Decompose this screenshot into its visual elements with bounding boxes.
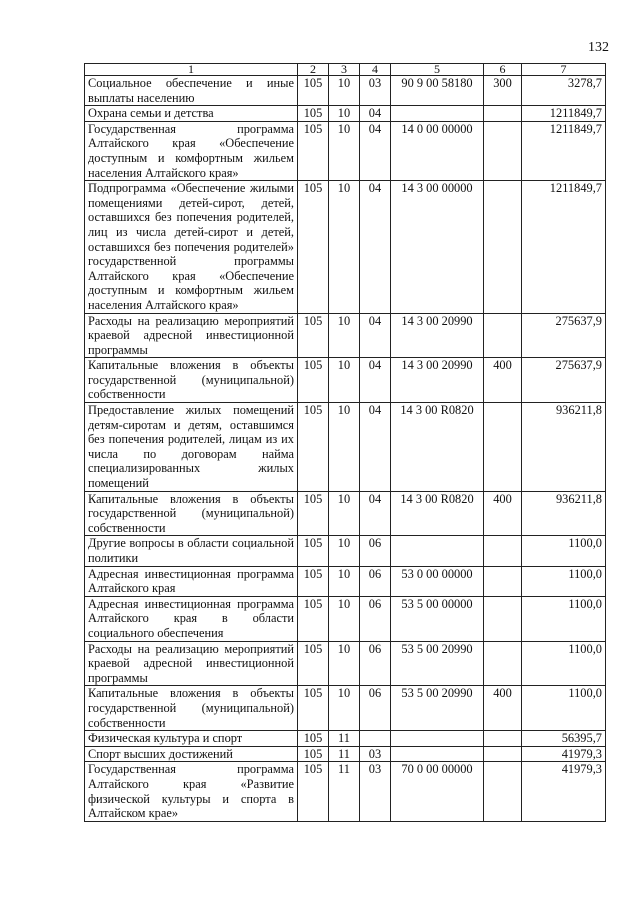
target-article-code: 70 0 00 00000	[391, 762, 484, 821]
amount: 3278,7	[522, 76, 606, 106]
section-code: 10	[329, 596, 360, 641]
table-row	[85, 762, 606, 821]
header-row	[85, 64, 606, 76]
amount: 1100,0	[522, 536, 606, 566]
table-row	[85, 596, 606, 641]
section-code: 11	[329, 746, 360, 762]
section-code: 10	[329, 491, 360, 536]
subsection-code: 06	[360, 641, 391, 686]
section-code: 10	[329, 313, 360, 358]
ministry-code: 105	[298, 566, 329, 596]
expense-type-code	[484, 731, 522, 747]
amount: 41979,3	[522, 762, 606, 821]
amount: 1211849,7	[522, 181, 606, 313]
section-code: 10	[329, 566, 360, 596]
expense-type-code	[484, 181, 522, 313]
item-name: Адресная инвестиционная программа Алтайского края в области социального обеспечения	[85, 596, 298, 641]
amount: 275637,9	[522, 313, 606, 358]
expense-type-code	[484, 121, 522, 180]
subsection-code: 04	[360, 106, 391, 122]
subsection-code: 04	[360, 313, 391, 358]
table-row	[85, 106, 606, 122]
ministry-code: 105	[298, 536, 329, 566]
subsection-code: 04	[360, 181, 391, 313]
subsection-code: 03	[360, 762, 391, 821]
item-name: Капитальные вложения в объекты государственной (муниципальной) собственности	[85, 358, 298, 403]
item-name: Физическая культура и спорт	[85, 731, 298, 747]
target-article-code: 14 3 00 20990	[391, 358, 484, 403]
section-code: 10	[329, 403, 360, 492]
item-name: Охрана семьи и детства	[85, 106, 298, 122]
ministry-code: 105	[298, 762, 329, 821]
column-header: 3	[329, 64, 360, 76]
ministry-code: 105	[298, 403, 329, 492]
section-code: 10	[329, 536, 360, 566]
amount: 1100,0	[522, 566, 606, 596]
column-header: 2	[298, 64, 329, 76]
column-header: 7	[522, 64, 606, 76]
amount: 936211,8	[522, 491, 606, 536]
budget-table	[84, 63, 606, 822]
section-code: 10	[329, 76, 360, 106]
section-code: 10	[329, 121, 360, 180]
ministry-code: 105	[298, 181, 329, 313]
target-article-code	[391, 536, 484, 566]
table-row	[85, 731, 606, 747]
subsection-code: 03	[360, 746, 391, 762]
amount: 1211849,7	[522, 121, 606, 180]
subsection-code	[360, 731, 391, 747]
item-name: Капитальные вложения в объекты государственной (муниципальной) собственности	[85, 686, 298, 731]
ministry-code: 105	[298, 746, 329, 762]
table-body	[85, 76, 606, 822]
item-name: Подпрограмма «Обеспечение жилыми помещениями детей-сирот, детей, оставшихся без попечения родителей, лиц из числа детей-сирот и детей, оставшихся без попечения родителей» государственной программы Алтайского края «Обеспечение доступным и комфортным жильем населения Алтайского края»	[85, 181, 298, 313]
item-name: Адресная инвестиционная программа Алтайского края	[85, 566, 298, 596]
target-article-code	[391, 746, 484, 762]
ministry-code: 105	[298, 596, 329, 641]
expense-type-code	[484, 536, 522, 566]
ministry-code: 105	[298, 358, 329, 403]
table-row	[85, 403, 606, 492]
amount: 1100,0	[522, 686, 606, 731]
item-name: Социальное обеспечение и иные выплаты населению	[85, 76, 298, 106]
expense-type-code	[484, 106, 522, 122]
subsection-code: 04	[360, 403, 391, 492]
expense-type-code: 400	[484, 358, 522, 403]
ministry-code: 105	[298, 121, 329, 180]
subsection-code: 03	[360, 76, 391, 106]
table-row	[85, 536, 606, 566]
subsection-code: 04	[360, 121, 391, 180]
expense-type-code: 400	[484, 686, 522, 731]
target-article-code: 14 3 00 00000	[391, 181, 484, 313]
item-name: Капитальные вложения в объекты государственной (муниципальной) собственности	[85, 491, 298, 536]
target-article-code: 14 3 00 R0820	[391, 491, 484, 536]
amount: 275637,9	[522, 358, 606, 403]
section-code: 10	[329, 358, 360, 403]
subsection-code: 06	[360, 566, 391, 596]
page-number: 132	[588, 40, 609, 55]
amount: 1100,0	[522, 596, 606, 641]
subsection-code: 06	[360, 536, 391, 566]
ministry-code: 105	[298, 106, 329, 122]
target-article-code: 90 9 00 58180	[391, 76, 484, 106]
subsection-code: 04	[360, 358, 391, 403]
table-row	[85, 76, 606, 106]
target-article-code: 53 5 00 00000	[391, 596, 484, 641]
ministry-code: 105	[298, 686, 329, 731]
column-header: 1	[85, 64, 298, 76]
amount: 56395,7	[522, 731, 606, 747]
column-header: 5	[391, 64, 484, 76]
expense-type-code	[484, 596, 522, 641]
table-row	[85, 313, 606, 358]
item-name: Спорт высших достижений	[85, 746, 298, 762]
column-header: 4	[360, 64, 391, 76]
table-row	[85, 121, 606, 180]
item-name: Расходы на реализацию мероприятий краевой адресной инвестиционной программы	[85, 313, 298, 358]
table-row	[85, 358, 606, 403]
table-row	[85, 491, 606, 536]
expense-type-code: 300	[484, 76, 522, 106]
amount: 1100,0	[522, 641, 606, 686]
item-name: Расходы на реализацию мероприятий краевой адресной инвестиционной программы	[85, 641, 298, 686]
target-article-code: 14 3 00 20990	[391, 313, 484, 358]
section-code: 10	[329, 181, 360, 313]
ministry-code: 105	[298, 491, 329, 536]
expense-type-code	[484, 313, 522, 358]
target-article-code: 53 5 00 20990	[391, 641, 484, 686]
expense-type-code: 400	[484, 491, 522, 536]
target-article-code: 53 5 00 20990	[391, 686, 484, 731]
table-row	[85, 746, 606, 762]
expense-type-code	[484, 746, 522, 762]
table-row	[85, 641, 606, 686]
target-article-code	[391, 731, 484, 747]
column-header: 6	[484, 64, 522, 76]
subsection-code: 04	[360, 491, 391, 536]
item-name: Государственная программа Алтайского края «Обеспечение доступным и комфортным жильем населения Алтайского края»	[85, 121, 298, 180]
amount: 1211849,7	[522, 106, 606, 122]
expense-type-code	[484, 762, 522, 821]
item-name: Государственная программа Алтайского края «Развитие физической культуры и спорта в Алтайском крае»	[85, 762, 298, 821]
amount: 936211,8	[522, 403, 606, 492]
table-row	[85, 686, 606, 731]
table-row	[85, 566, 606, 596]
target-article-code	[391, 106, 484, 122]
target-article-code: 53 0 00 00000	[391, 566, 484, 596]
section-code: 11	[329, 731, 360, 747]
expense-type-code	[484, 641, 522, 686]
ministry-code: 105	[298, 641, 329, 686]
amount: 41979,3	[522, 746, 606, 762]
table-row	[85, 181, 606, 313]
ministry-code: 105	[298, 76, 329, 106]
item-name: Предоставление жилых помещений детям-сиротам и детям, оставшимся без попечения родителей, лицам из их числа по договорам найма специализированных жилых помещений	[85, 403, 298, 492]
ministry-code: 105	[298, 731, 329, 747]
target-article-code: 14 0 00 00000	[391, 121, 484, 180]
item-name: Другие вопросы в области социальной политики	[85, 536, 298, 566]
section-code: 10	[329, 641, 360, 686]
section-code: 11	[329, 762, 360, 821]
section-code: 10	[329, 686, 360, 731]
ministry-code: 105	[298, 313, 329, 358]
expense-type-code	[484, 566, 522, 596]
section-code: 10	[329, 106, 360, 122]
subsection-code: 06	[360, 686, 391, 731]
target-article-code: 14 3 00 R0820	[391, 403, 484, 492]
subsection-code: 06	[360, 596, 391, 641]
expense-type-code	[484, 403, 522, 492]
